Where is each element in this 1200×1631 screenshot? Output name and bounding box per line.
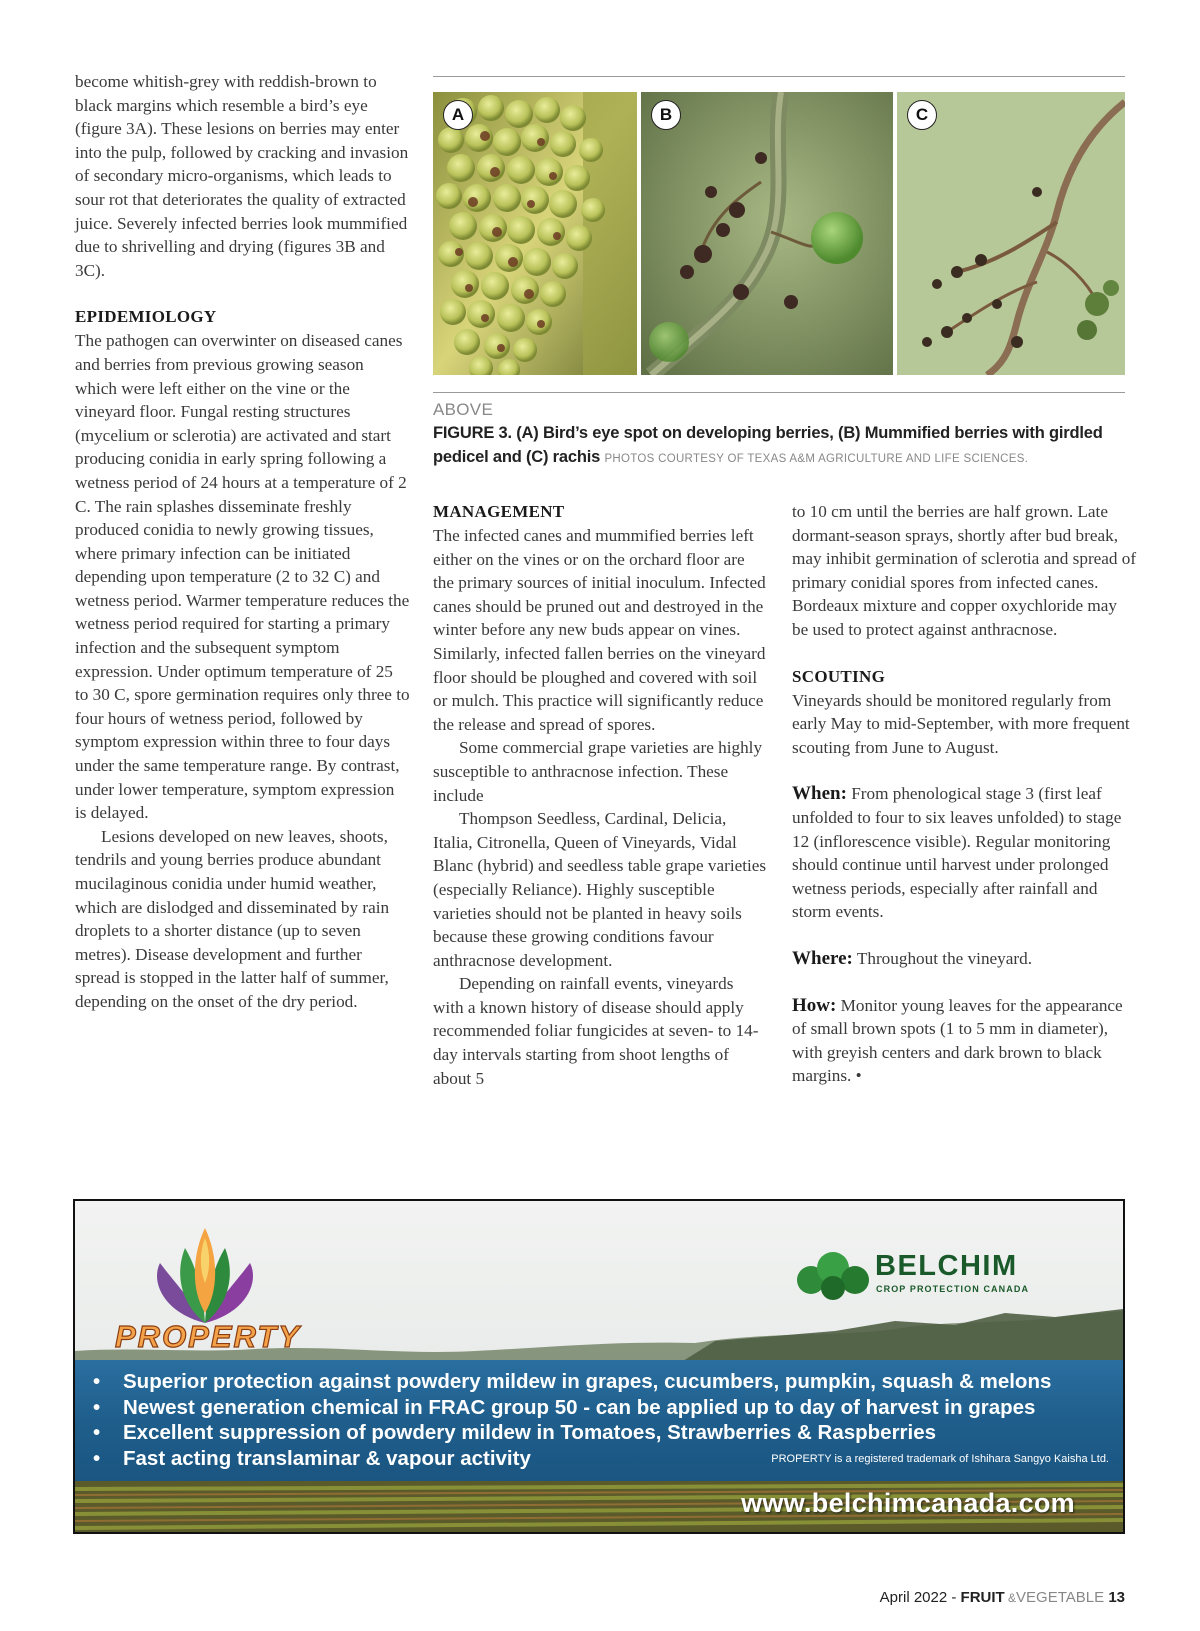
ad-bullet: • Newest generation chemical in FRAC group 50 - can be applied up to day of harvest in grapes xyxy=(93,1395,1036,1419)
heading-scouting: SCOUTING xyxy=(792,666,886,686)
photo-c xyxy=(897,92,1125,375)
property-logo-icon xyxy=(145,1213,265,1333)
trademark-note: PROPERTY is a registered trademark of Ishihara Sangyo Kaisha Ltd. xyxy=(771,1453,1109,1465)
paragraph: to 10 cm until the berries are half grown. Late dormant-season sprays, shortly after bud break, may inhibit germination of sclerotia and spread of primary conidial spores from infected canes. Bordeaux mixture and copper oxychloride may be used to protect against anthracnose. xyxy=(792,502,1137,639)
divider xyxy=(433,392,1125,393)
caption-above-label: ABOVE xyxy=(433,400,494,419)
photo-credit: PHOTOS COURTESY OF TEXAS A&M AGRICULTURE AND LIFE SCIENCES. xyxy=(604,453,1029,465)
photo-b xyxy=(641,92,893,375)
caption-title: FIGURE 3. (A) Bird’s eye spot on developing berries, (B) Mummified berries with girdled pedicel and (C) rachis PHOTOS COURTESY OF TEXAS A&M AGRICULTURE AND LIFE SCIENCES. xyxy=(433,424,1103,466)
paragraph: Some commercial grape varieties are highly susceptible to anthracnose infection. These include xyxy=(433,738,763,805)
paragraph: Vineyards should be monitored regularly from early May to mid-September, with more frequent scouting from June to August. xyxy=(792,690,1130,757)
belchim-logo-icon xyxy=(793,1246,873,1306)
paragraph-how: How: Monitor young leaves for the appearance of small brown spots (1 to 5 mm in diameter), with greyish centers and dark brown to black margins. • xyxy=(792,994,1123,1086)
ad-bullet: • Fast acting translaminar & vapour activity xyxy=(93,1446,531,1470)
product-logo-text: PROPERTY xyxy=(115,1319,301,1354)
ad-bullet: • Superior protection against powdery mildew in grapes, cucumbers, pumpkin, squash & melons xyxy=(93,1370,1052,1393)
divider xyxy=(433,76,1125,77)
heading-epidemiology: EPIDEMIOLOGY xyxy=(75,307,217,327)
grape-cluster-image xyxy=(433,92,637,375)
where-label: Where: xyxy=(792,947,853,969)
photo-a xyxy=(433,92,637,375)
column-3 xyxy=(792,500,1137,1088)
rachis-image xyxy=(897,92,1125,375)
paragraph: The pathogen can overwinter on diseased canes and berries from previous growing season which were left either on the vine or the vineyard floor. Fungal resting structures (mycelium or sclerotia) are activated and start producing conidia in early spring following a wetness period of 24 hours at a temperature of 2 C. The rain splashes disseminate freshly produced conidia to newly growing tissues, where primary infection can be initiated depending upon temperature (2 to 32 C) and wetness period. Warmer temperature reduces the wetness period required for starting a primary infection and the subsequent symptom expression. Under optimum temperature of 25 to 30 C, spore germination requires only three to four hours of wetness period, followed by symptom expression within three to four days under the same temperature range. By contrast, under lower temperature, symptom expression is delayed. xyxy=(75,331,410,823)
paragraph: Depending on rainfall events, vineyards with a known history of disease should apply recommended foliar fungicides at seven- to 14-day intervals starting from shoot lengths of about 5 xyxy=(433,974,759,1088)
paragraph: Lesions developed on new leaves, shoots, tendrils and young berries produce abundant mucilaginous conidia under humid weather, which are dislodged and disseminated by rain droplets to a shorter distance (up to seven metres). Disease development and further spread is stopped in the latter half of summer, depending on the onset of the dry period. xyxy=(75,826,390,1011)
brand-name: BELCHIM xyxy=(875,1250,1018,1282)
heading-management: MANAGEMENT xyxy=(433,502,565,521)
figure-photos xyxy=(433,92,1125,375)
paragraph: Thompson Seedless, Cardinal, Delicia, Italia, Citronella, Queen of Vineyards, Vidal Blanc (hybrid) and seedless table grape varieties (especially Reliance). Highly susceptible varieties should not be planted in heavy soils because these growing conditions favour anthracnose development. xyxy=(433,809,767,970)
paragraph-where: Where: Throughout the vineyard. xyxy=(792,947,1033,969)
paragraph: The infected canes and mummified berries left either on the vines or on the orchard floor are the primary sources of initial inoculum. Infected canes should be pruned out and destroyed in the winter before any new buds appear on vines. Similarly, infected fallen berries on the vineyard floor should be ploughed and covered with soil or mulch. This practice will significantly reduce the release and spread of spores. xyxy=(433,526,766,734)
magazine-name-fruit: FRUIT xyxy=(960,1589,1005,1606)
page-footer: April 2022 - FRUIT &VEGETABLE 13 xyxy=(879,1589,1125,1606)
ad-bullet: • Excellent suppression of powdery mildew in Tomatoes, Strawberries & Raspberries xyxy=(93,1421,937,1444)
column-2 xyxy=(433,500,768,1090)
paragraph-when: When: From phenological stage 3 (first leaf unfolded to four to six leaves unfolded) to stage 12 (inflorescence visible). Regular monitoring should continue until harvest under prolonged wetness periods, especially after rainfall and storm events. xyxy=(792,783,1122,922)
brand-subtitle: CROP PROTECTION CANADA xyxy=(876,1284,1030,1294)
mummified-berries-image xyxy=(641,92,893,375)
issue-date: April 2022 - xyxy=(879,1589,961,1606)
page-number: 13 xyxy=(1108,1589,1125,1606)
belchim-logo xyxy=(793,1246,1053,1306)
advertisement[interactable] xyxy=(73,1199,1125,1534)
how-label: How: xyxy=(792,994,837,1016)
figure-badge-a: A xyxy=(443,100,473,130)
magazine-name-vegetable: VEGETABLE xyxy=(1016,1589,1109,1606)
column-1 xyxy=(75,70,410,1014)
figure-badge-b: B xyxy=(651,100,681,130)
figure-caption xyxy=(433,399,1133,471)
figure-badge-c: C xyxy=(907,100,937,130)
when-label: When: xyxy=(792,783,847,805)
paragraph: become whitish-grey with reddish-brown to black margins which resemble a bird’s eye (figure 3A). These lesions on berries may enter into the pulp, followed by cracking and invasion of secondary micro-organisms, which leads to sour rot that deteriorates the quality of extracted juice. Severely infected berries look mummified due to shrivelling and drying (figures 3B and 3C). xyxy=(75,72,409,280)
ad-url-link[interactable]: www.belchimcanada.com xyxy=(741,1488,1075,1518)
